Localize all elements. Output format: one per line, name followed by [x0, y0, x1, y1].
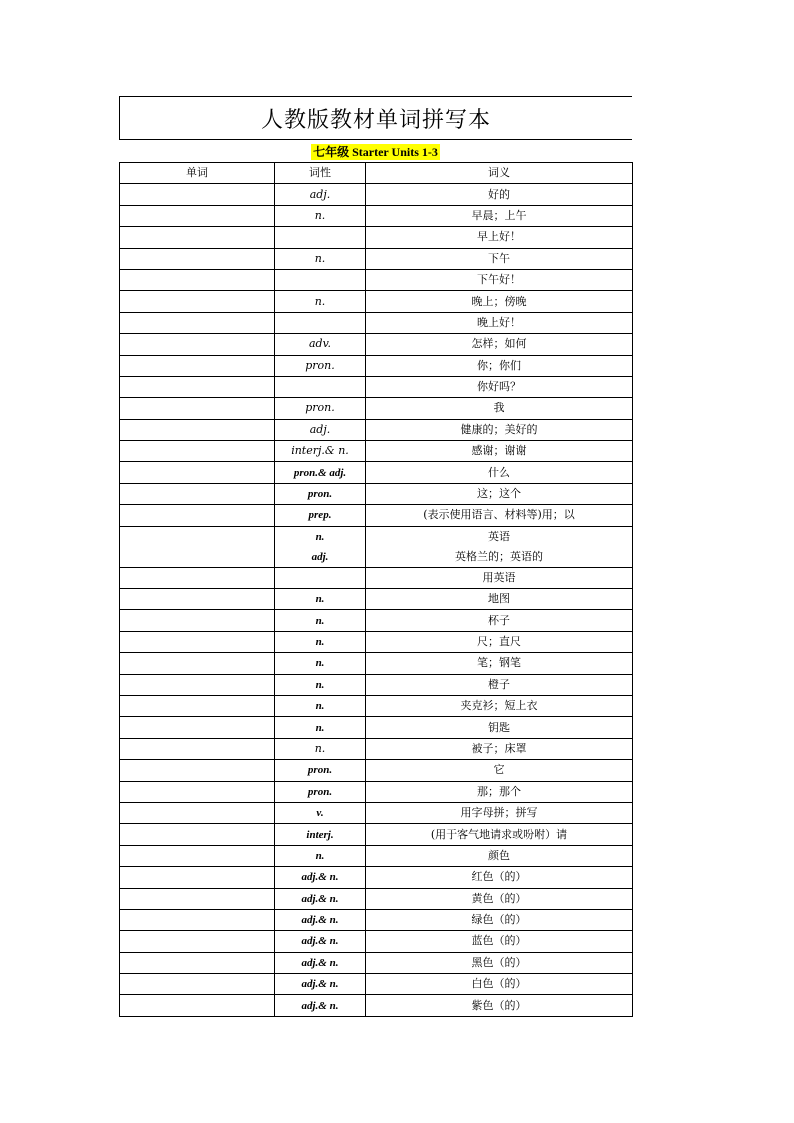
meaning-text: 那；那个: [477, 784, 521, 798]
meaning-text: 好的: [488, 187, 510, 201]
word-cell[interactable]: [120, 631, 275, 652]
meaning-cell: [366, 355, 633, 376]
pos-cell: [275, 802, 366, 823]
meaning-cell: [366, 760, 633, 781]
meaning-cell: [366, 248, 633, 269]
table-row: [120, 589, 633, 610]
meaning-text: 被子；床罩: [471, 741, 527, 755]
pos-cell: [275, 760, 366, 781]
meaning-text: 下午好！: [477, 273, 521, 287]
table-row: [120, 674, 633, 695]
pos-cell: [275, 248, 366, 269]
pos-cell: [275, 717, 366, 738]
table-row: [120, 248, 633, 269]
word-cell[interactable]: [120, 695, 275, 716]
table-row: [120, 824, 633, 845]
pos-cell: [275, 269, 366, 290]
table-row: [120, 441, 633, 462]
header-word: 单词: [120, 163, 275, 184]
meaning-text: 早晨；上午: [471, 208, 527, 222]
table-row: [120, 526, 633, 567]
word-cell[interactable]: [120, 909, 275, 930]
pos-cell: [275, 483, 366, 504]
meaning-cell: [366, 526, 633, 567]
pos-cell: [275, 462, 366, 483]
page-subtitle: 七年级 Starter Units 1-3: [313, 145, 438, 159]
meaning-cell: [366, 312, 633, 333]
meaning-text: 颜色: [488, 848, 510, 862]
pos-text: n.: [314, 741, 326, 755]
pos-cell: [275, 355, 366, 376]
word-cell[interactable]: [120, 888, 275, 909]
pos-cell: [275, 695, 366, 716]
word-cell[interactable]: [120, 931, 275, 952]
meaning-cell: [366, 419, 633, 440]
meaning-cell: [366, 269, 633, 290]
meaning-cell: [366, 184, 633, 205]
pos-text: adj.: [309, 187, 331, 201]
meaning-text: 紫色（的）: [471, 998, 527, 1012]
meaning-text: 怎样；如何: [471, 337, 527, 351]
word-cell[interactable]: [120, 952, 275, 973]
pos-cell: [275, 312, 366, 333]
meaning-cell: [366, 867, 633, 888]
table-row: [120, 909, 633, 930]
pos-text: adj.& n.: [301, 999, 339, 1012]
meaning-text: 黄色（的）: [471, 891, 527, 905]
table-row: [120, 567, 633, 588]
meaning-text: 健康的；美好的: [460, 422, 538, 436]
meaning-cell: [366, 398, 633, 419]
pos-text: pron.: [307, 764, 333, 777]
table-row: [120, 376, 633, 397]
title-box: [119, 96, 632, 140]
word-cell[interactable]: [120, 398, 275, 419]
pos-cell: [275, 867, 366, 888]
pos-cell: [275, 781, 366, 802]
pos-text: n.: [315, 678, 325, 691]
word-cell[interactable]: [120, 291, 275, 312]
pos-text: v.: [316, 807, 324, 820]
pos-cell: [275, 824, 366, 845]
pos-cell: [275, 505, 366, 526]
pos-cell: [275, 419, 366, 440]
pos-cell: [275, 291, 366, 312]
word-cell[interactable]: [120, 505, 275, 526]
meaning-text: 红色（的）: [471, 870, 527, 884]
meaning-text: 笔；钢笔: [477, 656, 521, 670]
pos-cell: [275, 227, 366, 248]
pos-text: n.: [314, 294, 326, 308]
table-row: [120, 974, 633, 995]
meaning-cell: [366, 227, 633, 248]
meaning-cell: [366, 952, 633, 973]
table-row: [120, 995, 633, 1016]
pos-cell: [275, 441, 366, 462]
meaning-cell: [366, 589, 633, 610]
meaning-text: 它: [493, 763, 505, 777]
pos-text: adj.& n.: [301, 935, 339, 948]
pos-text: pron.: [307, 785, 333, 798]
pos-cell: [275, 845, 366, 866]
pos-text: adj.: [309, 422, 331, 436]
meaning-cell: [366, 567, 633, 588]
meaning-text: 早上好！: [477, 230, 521, 244]
meaning-cell: [366, 441, 633, 462]
pos-text: adj.& n.: [301, 914, 339, 927]
pos-cell: [275, 567, 366, 588]
pos-cell: [275, 974, 366, 995]
table-row: [120, 398, 633, 419]
meaning-cell: [366, 845, 633, 866]
meaning-text: 夹克衫；短上衣: [460, 699, 538, 713]
page-title: 人教版教材单词拼写本: [260, 107, 491, 133]
word-cell[interactable]: [120, 269, 275, 290]
word-cell[interactable]: [120, 334, 275, 355]
meaning-text: 晚上；傍晚: [471, 294, 527, 308]
table-row: [120, 867, 633, 888]
meaning-cell: [366, 462, 633, 483]
pos-cell: [275, 653, 366, 674]
table-row: [120, 781, 633, 802]
word-cell[interactable]: [120, 483, 275, 504]
vocab-table: [119, 162, 633, 1017]
meaning-cell: [366, 376, 633, 397]
pos-cell: [275, 674, 366, 695]
meaning-cell: [366, 505, 633, 526]
word-cell[interactable]: [120, 376, 275, 397]
word-cell[interactable]: [120, 462, 275, 483]
meaning-text: (表示使用语言、材料等)用；以: [423, 508, 575, 522]
word-cell[interactable]: [120, 567, 275, 588]
table-row: [120, 355, 633, 376]
word-cell[interactable]: [120, 419, 275, 440]
meaning-cell: [366, 781, 633, 802]
meaning-text: 晚上好！: [477, 315, 521, 329]
word-cell[interactable]: [120, 974, 275, 995]
meaning-text: 这；这个: [477, 487, 521, 501]
pos-cell: [275, 952, 366, 973]
pos-text-2: adj.: [311, 550, 329, 563]
table-row: [120, 227, 633, 248]
header-meaning: 词义: [366, 163, 633, 184]
word-cell[interactable]: [120, 653, 275, 674]
pos-cell: [275, 995, 366, 1016]
table-row: [120, 184, 633, 205]
word-cell[interactable]: [120, 802, 275, 823]
table-row: [120, 931, 633, 952]
table-row: [120, 717, 633, 738]
table-row: [120, 462, 633, 483]
pos-cell: [275, 334, 366, 355]
table-row: [120, 483, 633, 504]
meaning-text: 你好吗？: [477, 380, 521, 394]
pos-cell: [275, 888, 366, 909]
table-row: [120, 505, 633, 526]
meaning-text: 杯子: [488, 613, 510, 627]
subtitle-wrap: [119, 142, 632, 162]
pos-cell: [275, 526, 366, 567]
pos-text: adv.: [308, 337, 331, 351]
pos-cell: [275, 376, 366, 397]
table-row: [120, 845, 633, 866]
meaning-cell: [366, 631, 633, 652]
pos-text: prep.: [308, 509, 332, 522]
meaning-cell: [366, 695, 633, 716]
meaning-cell: [366, 291, 633, 312]
table-row: [120, 205, 633, 226]
meaning-cell: [366, 334, 633, 355]
pos-text: n.: [315, 636, 325, 648]
pos-text: pron.: [305, 358, 335, 372]
pos-text: n.: [315, 700, 325, 713]
table-row: [120, 419, 633, 440]
table-row: [120, 312, 633, 333]
meaning-cell: [366, 610, 633, 631]
word-cell[interactable]: [120, 995, 275, 1016]
word-cell[interactable]: [120, 781, 275, 802]
table-row: [120, 631, 633, 652]
word-cell[interactable]: [120, 824, 275, 845]
pos-text: n.: [315, 530, 325, 543]
pos-text: n.: [315, 593, 325, 606]
pos-text: interj.: [306, 828, 334, 841]
meaning-text: 黑色（的）: [471, 955, 527, 969]
meaning-text: 感谢；谢谢: [471, 444, 527, 458]
pos-text: interj.& n.: [291, 444, 349, 458]
meaning-cell: [366, 931, 633, 952]
pos-cell: [275, 738, 366, 759]
meaning-text: 钥匙: [488, 720, 510, 734]
pos-cell: [275, 398, 366, 419]
word-cell[interactable]: [120, 312, 275, 333]
word-cell[interactable]: [120, 441, 275, 462]
meaning-cell: [366, 995, 633, 1016]
pos-text: pron.: [305, 401, 335, 415]
word-cell[interactable]: [120, 760, 275, 781]
word-cell[interactable]: [120, 610, 275, 631]
meaning-cell: [366, 483, 633, 504]
pos-cell: [275, 931, 366, 952]
table-row: [120, 802, 633, 823]
meaning-text: 英语: [488, 529, 510, 543]
meaning-text: 用英语: [482, 570, 516, 584]
pos-cell: [275, 184, 366, 205]
pos-cell: [275, 589, 366, 610]
meaning-text: 地图: [488, 592, 510, 606]
pos-text: adj.& n.: [301, 956, 339, 969]
table-row: [120, 334, 633, 355]
meaning-cell: [366, 205, 633, 226]
pos-text: n.: [314, 251, 326, 265]
meaning-cell: [366, 653, 633, 674]
meaning-text: 尺；直尺: [477, 635, 521, 648]
meaning-text: 下午: [488, 251, 510, 265]
meaning-text: 什么: [488, 465, 510, 479]
meaning-cell: [366, 674, 633, 695]
word-cell[interactable]: [120, 845, 275, 866]
table-row: [120, 695, 633, 716]
meaning-text-2: 英格兰的；英语的: [455, 549, 543, 563]
table-row: [120, 653, 633, 674]
pos-text: n.: [315, 849, 325, 862]
pos-cell: [275, 631, 366, 652]
word-cell[interactable]: [120, 867, 275, 888]
word-cell[interactable]: [120, 738, 275, 759]
header-pos: 词性: [275, 163, 366, 184]
word-cell[interactable]: [120, 205, 275, 226]
pos-text: adj.& n.: [301, 978, 339, 991]
meaning-cell: [366, 824, 633, 845]
pos-text: adj.& n.: [301, 892, 339, 905]
meaning-text: 蓝色（的）: [471, 934, 527, 948]
pos-cell: [275, 909, 366, 930]
word-cell[interactable]: [120, 526, 275, 567]
meaning-cell: [366, 802, 633, 823]
pos-text: pron.: [307, 488, 333, 501]
table-row: [120, 738, 633, 759]
word-cell[interactable]: [120, 589, 275, 610]
meaning-cell: [366, 717, 633, 738]
table-row: [120, 610, 633, 631]
pos-text: adj.& n.: [301, 871, 339, 884]
meaning-cell: [366, 738, 633, 759]
meaning-text: 你；你们: [477, 358, 521, 372]
table-row: [120, 952, 633, 973]
meaning-cell: [366, 909, 633, 930]
pos-cell: [275, 205, 366, 226]
pos-text: pron.& adj.: [293, 466, 347, 479]
meaning-text: 用字母拼；拼写: [460, 806, 538, 820]
header-row: [120, 163, 633, 184]
pos-cell: [275, 610, 366, 631]
word-cell[interactable]: [120, 184, 275, 205]
meaning-text: 我: [493, 401, 505, 415]
word-cell[interactable]: [120, 674, 275, 695]
pos-text: n.: [315, 721, 325, 734]
table-row: [120, 888, 633, 909]
word-cell[interactable]: [120, 227, 275, 248]
table-row: [120, 269, 633, 290]
table-row: [120, 760, 633, 781]
word-cell[interactable]: [120, 717, 275, 738]
meaning-text: (用于客气地请求或吩咐）请: [430, 827, 568, 841]
pos-text: n.: [314, 208, 326, 222]
meaning-text: 白色（的）: [471, 977, 527, 991]
word-cell[interactable]: [120, 248, 275, 269]
pos-text: n.: [315, 657, 325, 670]
word-cell[interactable]: [120, 355, 275, 376]
meaning-cell: [366, 974, 633, 995]
pos-text: n.: [315, 614, 325, 627]
meaning-text: 橙子: [488, 677, 510, 691]
meaning-text: 绿色（的）: [471, 913, 527, 927]
meaning-cell: [366, 888, 633, 909]
table-row: [120, 291, 633, 312]
